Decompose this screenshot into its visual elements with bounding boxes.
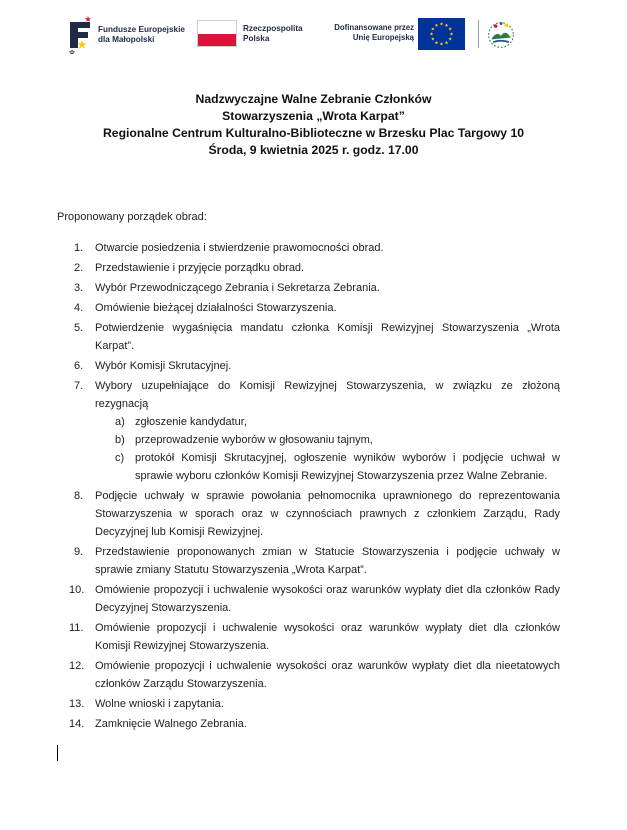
agenda-subitem-text: przeprowadzenie wyborów w głosowaniu tajnym, (135, 434, 373, 446)
agenda-item-text: Przedstawienie proponowanych zmian w Statucie Stowarzyszenia i podjęcie uchwały w sprawie zmiany Statutu Stowarzyszenia „Wrota Karpat”. (95, 546, 560, 576)
agenda-item-number: 12. (69, 660, 85, 672)
agenda-subitem-text: zgłoszenie kandydatur, (135, 416, 247, 428)
fe-logo-text-line1: Fundusze Europejskie (98, 25, 185, 34)
agenda-subitem (95, 413, 560, 431)
agenda-item-number: 5. (74, 322, 84, 334)
heading-line-3: Regionalne Centrum Kulturalno-Biblioteczne w Brzesku Plac Targowy 10 (103, 126, 524, 140)
agenda-item-text: Omówienie bieżącej działalności Stowarzyszenia. (95, 302, 337, 314)
lgd-emblem-icon (486, 18, 516, 52)
ue-logo-text-line2: Unię Europejską (352, 33, 414, 42)
agenda-item-number: 1. (74, 242, 84, 254)
agenda-item-number: 2. (74, 262, 84, 274)
agenda-item-number: 8. (74, 490, 84, 502)
heading-line-4: Środa, 9 kwietnia 2025 r. godz. 17.00 (208, 143, 419, 157)
agenda-item (57, 619, 560, 655)
agenda-item-number: 13. (69, 698, 85, 710)
rzeczpospolita-polska-logo (197, 20, 317, 50)
agenda-item-number: 6. (74, 360, 84, 372)
logo-bar (66, 12, 560, 56)
agenda-item-text: Omówienie propozycji i uchwalenie wysokości oraz warunków wypłaty diet dla członków Komisji Rewizyjnej Stowarzyszenia. (95, 622, 560, 652)
agenda-subitem-letter: b) (115, 434, 125, 446)
agenda-item (57, 695, 560, 713)
ue-logo-text-line1: Dofinansowane przez (334, 23, 414, 32)
text-cursor (57, 745, 58, 761)
rp-logo-text-line2: Polska (243, 34, 270, 43)
rp-logo-text-line1: Rzeczpospolita (243, 24, 303, 33)
heading-line-2: Stowarzyszenia „Wrota Karpat” (222, 109, 405, 123)
agenda-item-text: Wybór Komisji Skrutacyjnej. (95, 360, 232, 372)
agenda-item (57, 543, 560, 579)
agenda-item-text: Wybory uzupełniające do Komisji Rewizyjnej Stowarzyszenia, w związku ze złożoną rezygnacją (95, 380, 560, 410)
agenda-item-text: Otwarcie posiedzenia i stwierdzenie prawomocności obrad. (95, 242, 384, 254)
agenda-sublist (95, 413, 560, 485)
agenda-list (57, 239, 560, 735)
agenda-item-text: Omówienie propozycji i uchwalenie wysokości oraz warunków wypłaty diet dla nieetatowych członków Zarządu Stowarzyszenia. (95, 660, 560, 690)
agenda-item (57, 299, 560, 317)
agenda-item (57, 357, 560, 375)
agenda-item (57, 279, 560, 297)
eu-cofinanced-logo (322, 18, 467, 52)
agenda-item-text: Zamknięcie Walnego Zebrania. (95, 718, 247, 730)
agenda-subitem-text: protokół Komisji Skrutacyjnej, ogłoszenie wyników wyborów i podjęcie uchwał w sprawie wyboru członków Komisji Rewizyjnej Stowarzyszenia przez Walne Zebranie. (135, 452, 560, 482)
fe-logo-text-line2: dla Małopolski (98, 35, 155, 44)
agenda-intro: Proponowany porządek obrad: (57, 211, 207, 223)
logo-divider (478, 20, 479, 48)
agenda-item (57, 259, 560, 277)
heading-line-1: Nadzwyczajne Walne Zebranie Członków (195, 92, 432, 106)
agenda-item-text: Potwierdzenie wygaśnięcia mandatu członka Komisji Rewizyjnej Stowarzyszenia „Wrota Karpat”. (95, 322, 560, 352)
agenda-subitem-letter: a) (115, 416, 125, 428)
agenda-item-number: 9. (74, 546, 84, 558)
agenda-item (57, 377, 560, 485)
eu-flag-icon (418, 18, 465, 50)
agenda-item (57, 657, 560, 693)
agenda-item-number: 11. (69, 622, 84, 634)
agenda-item (57, 487, 560, 541)
agenda-item-number: 14. (69, 718, 85, 730)
agenda-subitem-letter: c) (115, 452, 125, 464)
agenda-item (57, 319, 560, 355)
agenda-item-number: 10. (69, 584, 85, 596)
agenda-subitem (95, 449, 560, 485)
agenda-item (57, 581, 560, 617)
polish-flag-icon (197, 20, 237, 47)
fe-star-mark-icon (66, 14, 94, 54)
agenda-subitem (95, 431, 560, 449)
lgd-wrota-karpat-logo (486, 16, 558, 54)
fundusze-europejskie-logo (66, 14, 186, 54)
agenda-item-text: Wolne wnioski i zapytania. (95, 698, 224, 710)
agenda-item-text: Podjęcie uchwały w sprawie powołania pełnomocnika uprawnionego do reprezentowania Stowarzyszenia w sporach oraz w czynnościach prawnych z członkiem Zarządu, Rady Decyzyjnej lub Komisji Rewizyjnej. (95, 490, 560, 538)
agenda-item-number: 7. (74, 380, 84, 392)
agenda-item-text: Omówienie propozycji i uchwalenie wysokości oraz warunków wypłaty diet dla członków Rady Decyzyjnej Stowarzyszenia. (95, 584, 560, 614)
agenda-item (57, 715, 560, 733)
agenda-item-text: Wybór Przewodniczącego Zebrania i Sekretarza Zebrania. (95, 282, 380, 294)
agenda-item (57, 239, 560, 257)
document-heading (0, 91, 627, 159)
agenda-item-text: Przedstawienie i przyjęcie porządku obrad. (95, 262, 305, 274)
agenda-item-number: 4. (74, 302, 84, 314)
agenda-item-number: 3. (74, 282, 84, 294)
